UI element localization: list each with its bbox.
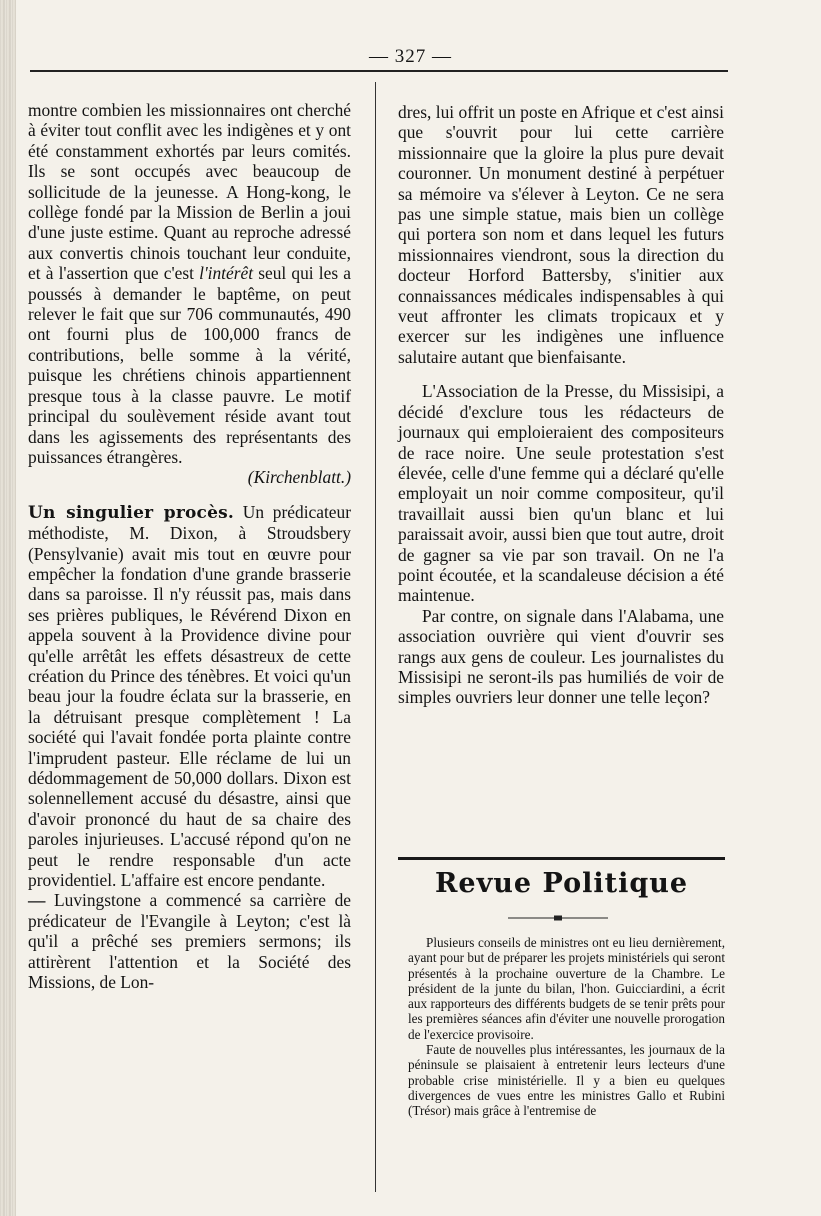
section-rule [398,857,725,860]
left-paragraph-3 [28,890,351,992]
politique-paragraph-1: Plusieurs conseils de ministres ont eu lieu dernièrement, ayant pour but de préparer les projets ministériels qui seront présentés à la prochaine ouverture de la Chambre. Le président de la junte du bilan, l'hon. Guicciardini, a écrit aux rapporteurs des différents budgets de se tenir prêts pour les premières séances afin d'éviter une nouvelle prorogation de l'exercice provisoire. [408,935,725,1042]
left-column [28,100,351,992]
right-paragraph-1: dres, lui offrit un poste en Afrique et c'est ainsi que s'ouvrit pour lui cette carrière missionnaire que la gloire la plus pure devait couronner. Un monument destiné à perpétuer sa mémoire va s'élever à Leyton. Ce ne sera pas une simple statue, mais bien un collège qui portera son nom et dans lequel les futurs missionnaires viendront, sous la direction du docteur Horford Battersby, s'initier aux connaissances médicales indispensables à qui veut affronter les climats tropicaux et y exercer sur les indigènes une influence salutaire autant que bienfaisante. [398,102,724,367]
page-binding-edge [0,0,16,1216]
left-paragraph-1-rest: seul qui les a poussés à demander le baptême, on peut relever le fait que sur 706 communautés, 490 ont fourni plus de 100,000 francs de contributions, belle somme à la vérité, puisque les chrétiens chinois appartiennent presque tous à la classe pauvre. Le motif principal du soulèvement réside avant tout dans les agissements des représentants des puissances étrangères. [28,263,351,467]
left-paragraph-1 [28,100,351,467]
revue-politique-body [408,935,725,1119]
em-dash-marker: — [28,890,46,911]
column-divider [375,82,376,1192]
politique-paragraph-2: Faute de nouvelles plus intéressantes, les journaux de la péninsule se plaisaient à entretenir leurs lecteurs d'une probable crise ministérielle. Il y a bien eu quelques divergences de vues entre les ministres Gallo et Rubini (Trésor) mais grâce à l'entremise de [408,1042,725,1119]
title-ornament [508,915,608,921]
right-column [398,102,724,708]
left-paragraph-1-text: montre combien les missionnaires ont cherché à éviter tout conflit avec les indigènes et y ont été constamment exhortés par leurs comités. Ils se sont occupés avec beaucoup de sollicitude de la jeunesse. A Hong-kong, le collège fondé par la Mission de Berlin a joui d'une juste estime. Quant au reproche adressé aux convertis chinois touchant leur conduite, et à l'assertion que c'est [28,100,351,284]
italic-term: l'intérêt [199,263,254,284]
run-in-heading: Un singulier procès. [28,502,235,523]
attribution-kirchenblatt: (Kirchenblatt.) [247,467,351,488]
page-number: — 327 — [369,46,452,67]
header-rule [30,70,728,72]
left-paragraph-2 [28,502,351,891]
right-paragraph-2: L'Association de la Presse, du Missisipi, a décidé d'exclure tous les rédacteurs de journaux qui emploieraient des compositeurs de race noire. Une seule protestation s'est élevée, celle d'une femme qui a déclaré qu'elle employait un noir comme compositeur, qu'il travaillait aussi bien qu'un blanc et lui paraissait avoir, aussi bien que tout autre, droit de gagner sa vie par son travail. On ne l'a point écoutée, et la scandaleuse décision a été maintenue. [398,381,724,606]
right-paragraph-3: Par contre, on signale dans l'Alabama, une association ouvrière qui vient d'ouvrir ses rangs aux gens de couleur. Les journalistes du Missisipi ne seront-ils pas humiliés de voir de simples ouvriers leur donner une telle leçon? [398,605,724,708]
left-paragraph-2-text: Un prédicateur méthodiste, M. Dixon, à Stroudsbery (Pensylvanie) avait mis tout en œuvre pour empêcher la fondation d'une grande brasserie dans sa paroisse. Il n'y réussit pas, mais dans ses prières publiques, le Révérend Dixon en appela souvent à la Providence divine pour qu'elle arrêtât les effets désastreux de cette création du Prince des ténèbres. Et voici qu'un beau jour la foudre éclata sur la brasserie, en la détruisant presque complètement ! La société qui l'avait fondée porta plainte contre l'imprudent pasteur. Elle réclame de lui un dédommagement de 50,000 dollars. Dixon est solennellement accusé du désastre, ainsi que d'avoir prononcé du haut de sa chaire des paroles injurieuses. L'accusé répond qu'on ne peut le rendre responsable d'un acte providentiel. L'affaire est encore pendante. [28,501,352,891]
section-title: Revue Politique [434,868,689,899]
left-paragraph-3-text: Luvingstone a commencé sa carrière de prédicateur de l'Evangile à Leyton; c'est là qu'il a prêché ses premiers sermons; ils attirèrent l'attention et la Société des Missions, de Lon- [28,890,351,993]
